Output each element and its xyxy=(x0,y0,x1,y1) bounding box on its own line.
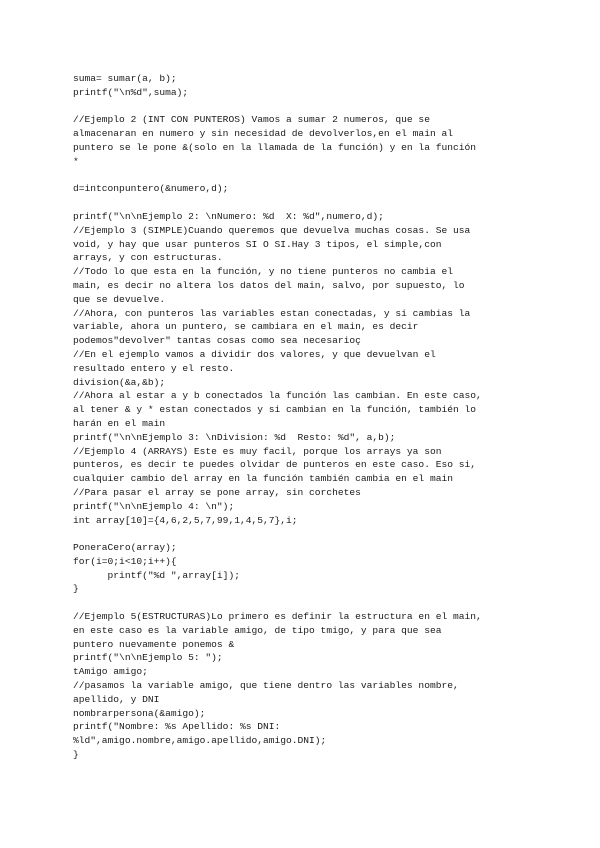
code-line: //Todo lo que esta en la función, y no tiene punteros no cambia el xyxy=(73,266,453,278)
code-line: //Ejemplo 4 (ARRAYS) Este es muy facil, porque los arrays ya son xyxy=(73,445,442,457)
code-line: for(i=0;i<10;i++){ xyxy=(73,555,177,567)
code-line: printf("\n\nEjemplo 3: \nDivision: %d Resto: %d", a,b); xyxy=(73,431,396,443)
code-line: apellido, y DNI xyxy=(73,693,160,705)
code-line: podemos"devolver" tantas cosas como sea necesarioç xyxy=(73,335,361,347)
code-line: variable, ahora un puntero, se cambiara en el main, es decir xyxy=(73,321,419,333)
code-line: printf("\n\nEjemplo 4: \n"); xyxy=(73,500,235,512)
code-line: puntero se le pone &(solo en la llamada de la función) y en la función xyxy=(73,141,477,153)
code-listing xyxy=(73,72,533,762)
code-line: //En el ejemplo vamos a dividir dos valores, y que devuelvan el xyxy=(73,348,436,360)
code-line: * xyxy=(73,155,79,167)
code-line: puntero nuevamente ponemos & xyxy=(73,638,235,650)
code-line: //Ejemplo 5(ESTRUCTURAS)Lo primero es definir la estructura en el main, xyxy=(73,611,482,623)
code-line xyxy=(73,169,533,183)
code-line: //Ejemplo 3 (SIMPLE)Cuando queremos que devuelva muchas cosas. Se usa xyxy=(73,224,471,236)
code-line: division(&a,&b); xyxy=(73,376,166,388)
code-line: arrays, y con estructuras. xyxy=(73,252,223,264)
code-line: int array[10]={4,6,2,5,7,99,1,4,5,7},i; xyxy=(73,514,298,526)
code-line: printf("Nombre: %s Apellido: %s DNI: xyxy=(73,721,281,733)
code-line: main, es decir no altera los datos del main, salvo, por supuesto, lo xyxy=(73,279,465,291)
code-line xyxy=(73,527,533,541)
code-line: %ld",amigo.nombre,amigo.apellido,amigo.DNI); xyxy=(73,735,327,747)
code-line: //Ahora, con punteros las variables estan conectadas, y si cambias la xyxy=(73,307,471,319)
code-line: //Ahora al estar a y b conectados la función las cambian. En este caso, xyxy=(73,390,482,402)
code-line: //Para pasar el array se pone array, sin corchetes xyxy=(73,486,361,498)
code-line: que se devuelve. xyxy=(73,293,166,305)
code-line: d=intconpuntero(&numero,d); xyxy=(73,183,229,195)
code-line: punteros, es decir te puedes olvidar de punteros en este caso. Eso si, xyxy=(73,459,477,471)
code-line: } xyxy=(73,749,79,761)
code-line: resultado entero y el resto. xyxy=(73,362,235,374)
code-line: suma= sumar(a, b); xyxy=(73,73,177,84)
code-line xyxy=(73,196,533,210)
code-line xyxy=(73,100,533,114)
code-line: void, y hay que usar punteros SI O SI.Hay 3 tipos, el simple,con xyxy=(73,238,442,250)
code-line: nombrarpersona(&amigo); xyxy=(73,707,206,719)
code-line: } xyxy=(73,583,79,595)
code-line: PoneraCero(array); xyxy=(73,542,177,554)
code-line: en este caso es la variable amigo, de tipo tmigo, y para que sea xyxy=(73,624,442,636)
code-line: printf("\n\nEjemplo 5: "); xyxy=(73,652,223,664)
code-line xyxy=(73,596,533,610)
code-line: //pasamos la variable amigo, que tiene dentro las variables nombre, xyxy=(73,680,459,692)
code-line: tAmigo amigo; xyxy=(73,666,148,678)
code-line: cualquier cambio del array en la función también cambia en el main xyxy=(73,473,453,485)
code-line: //Ejemplo 2 (INT CON PUNTEROS) Vamos a sumar 2 numeros, que se xyxy=(73,114,430,126)
code-line: harán en el main xyxy=(73,417,166,429)
code-line: almacenaran en numero y sin necesidad de devolverlos,en el main al xyxy=(73,128,453,140)
code-line: printf("\n%d",suma); xyxy=(73,86,189,98)
code-line: al tener & y * estan conectados y si cambian en la función, también lo xyxy=(73,404,477,416)
code-line: printf("\n\nEjemplo 2: \nNumero: %d X: %d",numero,d); xyxy=(73,210,384,222)
code-line: printf("%d ",array[i]); xyxy=(73,569,240,581)
